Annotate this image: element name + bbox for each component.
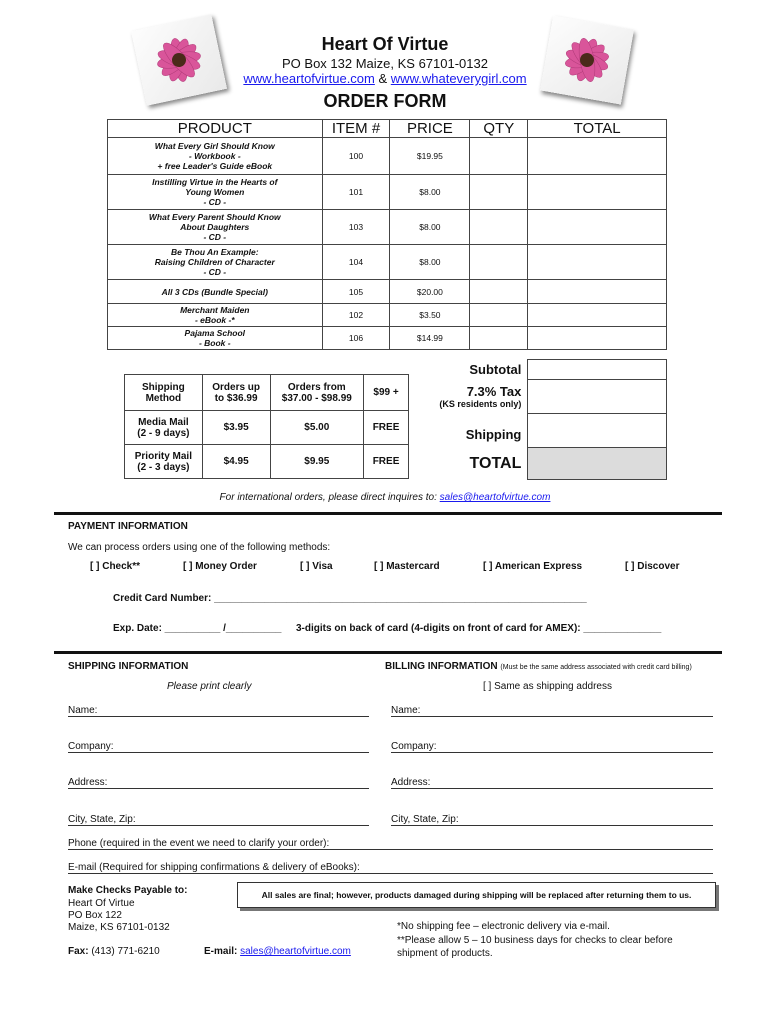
billing-name-field[interactable]: Name:	[391, 705, 713, 717]
payment-heading: PAYMENT INFORMATION	[68, 521, 188, 532]
item-cell: 101	[322, 175, 390, 210]
rate-cell: FREE	[364, 445, 409, 479]
shipping-method-cell: Priority Mail (2 - 3 days)	[125, 445, 203, 479]
contact-email-link[interactable]: sales@heartofvirtue.com	[240, 946, 351, 957]
shipping-rates-table	[124, 374, 409, 479]
table-row	[108, 280, 667, 304]
section-divider	[54, 512, 722, 515]
shipping-address-field[interactable]: Address:	[68, 777, 369, 789]
same-as-shipping-checkbox[interactable]: [ ] Same as shipping address	[483, 681, 612, 692]
payment-option-amex[interactable]: [ ] American Express	[483, 561, 583, 572]
total-cell[interactable]	[528, 210, 667, 245]
org-address: PO Box 132 Maize, KS 67101-0132	[282, 56, 488, 71]
table-row	[108, 304, 667, 327]
total-cell[interactable]	[528, 280, 667, 304]
checks-payable-heading: Make Checks Payable to:	[68, 885, 188, 896]
billing-company-field[interactable]: Company:	[391, 741, 713, 753]
total-cell[interactable]	[528, 175, 667, 210]
checks-payee-line: Heart Of Virtue	[68, 898, 135, 909]
product-cell: Instilling Virtue in the Hearts of Young Women - CD -	[108, 175, 323, 210]
table-row	[108, 245, 667, 280]
section-divider	[54, 651, 722, 654]
shipping-header-tier1: Orders up to $36.99	[202, 375, 270, 411]
payment-intro: We can process orders using one of the following methods:	[68, 542, 331, 553]
qty-cell[interactable]	[470, 245, 528, 280]
footnote-line: **Please allow 5 – 10 business days for checks to clear before	[397, 935, 673, 946]
shipping-name-field[interactable]: Name:	[68, 705, 369, 717]
payment-option-visa[interactable]: [ ] Visa	[300, 561, 333, 572]
tax-field[interactable]	[528, 380, 667, 414]
billing-city-field[interactable]: City, State, Zip:	[391, 814, 713, 826]
col-header-item: ITEM #	[322, 120, 390, 138]
price-cell: $8.00	[390, 175, 470, 210]
fax-contact: Fax: (413) 771-6210	[68, 946, 160, 957]
order-table	[107, 119, 667, 350]
print-clearly-note: Please print clearly	[167, 681, 252, 692]
shipping-header-tier2: Orders from $37.00 - $98.99	[270, 375, 364, 411]
shipping-field[interactable]	[528, 414, 667, 448]
ampersand: &	[378, 71, 388, 86]
cvv-field[interactable]: 3-digits on back of card (4-digits on front of card for AMEX): ______________	[296, 623, 662, 634]
col-header-qty: QTY	[470, 120, 528, 138]
footnote-line: shipment of products.	[397, 948, 493, 959]
email-contact: E-mail: sales@heartofvirtue.com	[204, 946, 351, 957]
product-cell: Merchant Maiden - eBook -*	[108, 304, 323, 327]
price-cell: $19.95	[390, 138, 470, 175]
org-name: Heart Of Virtue	[321, 34, 449, 54]
order-table-header	[108, 120, 667, 138]
shipping-header-method: Shipping Method	[125, 375, 203, 411]
subtotal-label: Subtotal	[469, 362, 522, 377]
tax-label: 7.3% Tax (KS residents only)	[439, 384, 522, 409]
rate-cell: $3.95	[202, 411, 270, 445]
payment-option-discover[interactable]: [ ] Discover	[625, 561, 680, 572]
form-title: ORDER FORM	[323, 91, 447, 111]
price-cell: $3.50	[390, 304, 470, 327]
item-cell: 102	[322, 304, 390, 327]
table-row	[108, 138, 667, 175]
product-cell: What Every Parent Should Know About Daughters - CD -	[108, 210, 323, 245]
product-cell: Pajama School - Book -	[108, 327, 323, 350]
rate-cell: $5.00	[270, 411, 364, 445]
price-cell: $8.00	[390, 210, 470, 245]
flower-photo-icon	[131, 14, 227, 105]
item-cell: 105	[322, 280, 390, 304]
total-cell[interactable]	[528, 304, 667, 327]
total-cell[interactable]	[528, 138, 667, 175]
qty-cell[interactable]	[470, 175, 528, 210]
shipping-method-cell: Media Mail (2 - 9 days)	[125, 411, 203, 445]
qty-cell[interactable]	[470, 304, 528, 327]
col-header-total: TOTAL	[528, 120, 667, 138]
price-cell: $8.00	[390, 245, 470, 280]
qty-cell[interactable]	[470, 138, 528, 175]
table-row	[108, 327, 667, 350]
shipping-info-heading: SHIPPING INFORMATION	[68, 661, 189, 672]
item-cell: 106	[322, 327, 390, 350]
payment-option-check[interactable]: [ ] Check**	[90, 561, 141, 572]
total-field[interactable]	[528, 448, 667, 480]
checks-payee-line: Maize, KS 67101-0132	[68, 922, 170, 933]
footnote-line: *No shipping fee – electronic delivery via e-mail.	[397, 921, 610, 932]
rate-cell: $9.95	[270, 445, 364, 479]
subtotal-field[interactable]	[528, 360, 667, 380]
credit-card-number-field[interactable]: Credit Card Number: ___________________________________________________________________	[113, 593, 587, 604]
col-header-product: PRODUCT	[108, 120, 323, 138]
billing-address-field[interactable]: Address:	[391, 777, 713, 789]
col-header-price: PRICE	[390, 120, 470, 138]
total-cell[interactable]	[528, 245, 667, 280]
billing-info-heading: BILLING INFORMATION (Must be the same address associated with credit card billing)	[385, 661, 692, 672]
product-cell: Be Thou An Example: Raising Children of Character - CD -	[108, 245, 323, 280]
item-cell: 100	[322, 138, 390, 175]
item-cell: 103	[322, 210, 390, 245]
intl-email-link[interactable]: sales@heartofvirtue.com	[439, 492, 551, 503]
table-row	[125, 445, 409, 479]
product-cell: What Every Girl Should Know - Workbook - + free Leader's Guide eBook	[108, 138, 323, 175]
payment-option-mastercard[interactable]: [ ] Mastercard	[374, 561, 440, 572]
qty-cell[interactable]	[470, 327, 528, 350]
exp-date-field[interactable]: Exp. Date: __________ /__________	[113, 623, 282, 634]
rate-cell: $4.95	[202, 445, 270, 479]
checks-payee-line: PO Box 122	[68, 910, 122, 921]
total-cell[interactable]	[528, 327, 667, 350]
rate-cell: FREE	[364, 411, 409, 445]
shipping-company-field[interactable]: Company:	[68, 741, 369, 753]
qty-cell[interactable]	[470, 280, 528, 304]
totals-table	[420, 359, 667, 480]
qty-cell[interactable]	[470, 210, 528, 245]
org-websites	[200, 71, 570, 86]
shipping-label: Shipping	[465, 426, 522, 442]
website-link-1[interactable]: www.heartofvirtue.com	[243, 71, 375, 86]
flower-photo-icon	[540, 15, 634, 104]
table-row	[108, 175, 667, 210]
website-link-2[interactable]: www.whateverygirl.com	[390, 71, 527, 86]
table-row	[108, 210, 667, 245]
phone-field[interactable]: Phone (required in the event we need to clarify your order):	[68, 838, 713, 850]
email-field[interactable]: E-mail (Required for shipping confirmations & delivery of eBooks):	[68, 862, 713, 874]
price-cell: $14.99	[390, 327, 470, 350]
product-cell: All 3 CDs (Bundle Special)	[108, 280, 323, 304]
payment-option-money-order[interactable]: [ ] Money Order	[183, 561, 257, 572]
table-row	[125, 411, 409, 445]
price-cell: $20.00	[390, 280, 470, 304]
item-cell: 104	[322, 245, 390, 280]
shipping-header-tier3: $99 +	[364, 375, 409, 411]
final-sales-box: All sales are final; however, products damaged during shipping will be replaced after returning them to us.	[237, 882, 716, 908]
intl-note: For international orders, please direct inquires to: sales@heartofvirtue.com	[219, 492, 551, 503]
shipping-city-field[interactable]: City, State, Zip:	[68, 814, 369, 826]
total-label: TOTAL	[469, 454, 522, 472]
